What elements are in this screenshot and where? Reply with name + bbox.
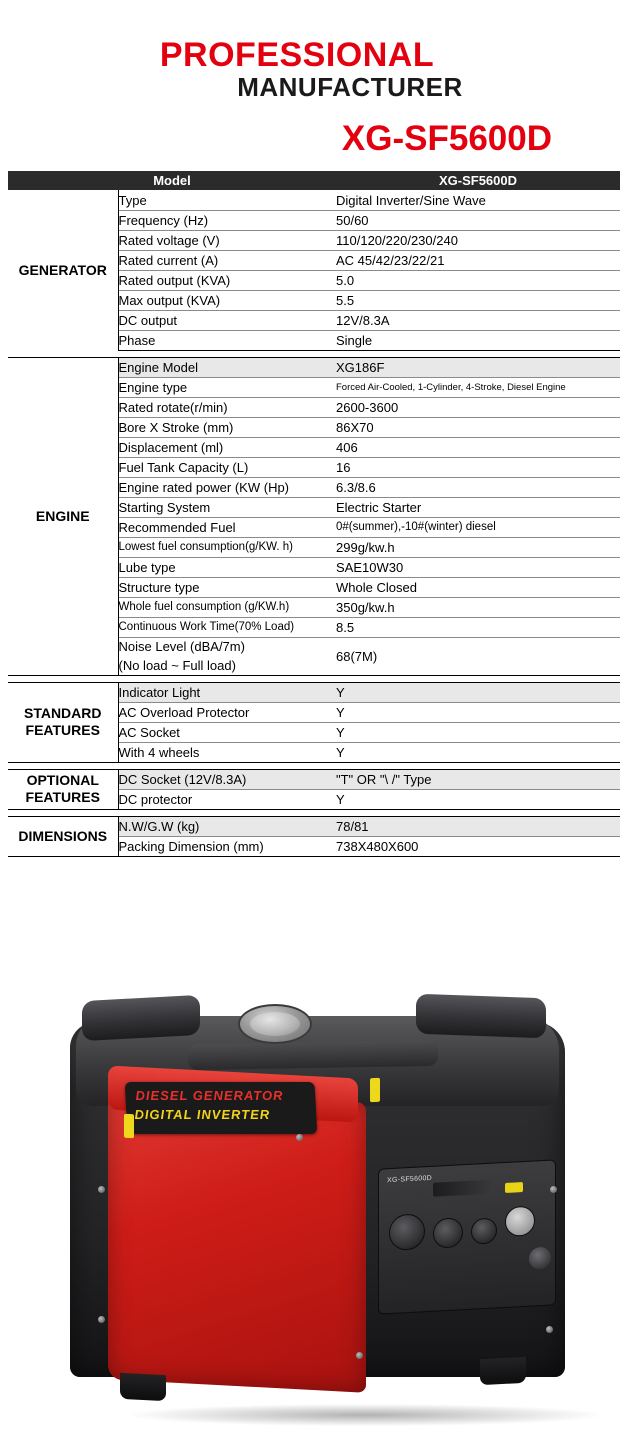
bolt — [98, 1186, 105, 1193]
row-value: 110/120/220/230/240 — [336, 230, 620, 250]
table-row — [8, 357, 620, 377]
bolt — [546, 1326, 553, 1333]
decal-line-diesel-generator: DIESEL GENERATOR — [135, 1087, 284, 1103]
row-label: AC Overload Protector — [118, 702, 336, 722]
row-label: N.W/G.W (kg) — [118, 816, 336, 836]
row-label: Engine Model — [118, 357, 336, 377]
bolt — [98, 1316, 105, 1323]
ground-shadow — [130, 1404, 600, 1426]
bolt — [296, 1134, 303, 1141]
indicator-strip — [433, 1180, 495, 1197]
row-label: AC Socket — [118, 722, 336, 742]
row-value: Y — [336, 742, 620, 762]
yellow-latch-right — [370, 1078, 380, 1103]
row-value: XG186F — [336, 357, 620, 377]
brand-line-professional: PROFESSIONAL — [159, 36, 435, 74]
row-value: Digital Inverter/Sine Wave — [336, 190, 620, 210]
row-value: 12V/8.3A — [336, 310, 620, 330]
row-label: Packing Dimension (mm) — [118, 836, 336, 856]
row-value: Y — [336, 682, 620, 702]
row-value: 299g/kw.h — [336, 537, 620, 557]
row-value: 350g/kw.h — [336, 597, 620, 617]
row-label: Continuous Work Time(70% Load) — [118, 617, 336, 637]
support-leg-left — [120, 1373, 166, 1401]
row-label: Lube type — [118, 557, 336, 577]
row-label: DC Socket (12V/8.3A) — [118, 769, 336, 789]
table-row — [8, 816, 620, 836]
row-value: 78/81 — [336, 816, 620, 836]
group-label-standard-features: STANDARD FEATURES — [8, 682, 118, 762]
carry-handle-center — [188, 1040, 438, 1070]
ignition-switch — [505, 1205, 535, 1237]
row-value: SAE10W30 — [336, 557, 620, 577]
row-label: DC protector — [118, 789, 336, 809]
row-label: Noise Level (dBA/7m) — [118, 639, 245, 655]
row-label: With 4 wheels — [118, 742, 336, 762]
row-value: 6.3/8.6 — [336, 477, 620, 497]
row-value: Electric Starter — [336, 497, 620, 517]
section-gap — [8, 350, 620, 357]
section-gap — [8, 809, 620, 816]
control-panel-model-label: XG-SF5600D — [387, 1174, 433, 1185]
row-label: Engine type — [118, 377, 336, 397]
row-label: Phase — [118, 330, 336, 350]
specification-table — [8, 171, 620, 857]
row-value: Y — [336, 789, 620, 809]
row-label: Whole fuel consumption (g/KW.h) — [118, 597, 336, 617]
table-row — [8, 682, 620, 702]
row-label: Rated current (A) — [118, 250, 336, 270]
carry-handle-left — [82, 995, 200, 1041]
table-row — [8, 769, 620, 789]
page-title-model: XG-SF5600D — [341, 119, 552, 159]
fuel-cap-inner — [250, 1012, 300, 1036]
warning-sticker — [505, 1182, 523, 1193]
row-value: 738X480X600 — [336, 836, 620, 856]
row-value: 5.0 — [336, 270, 620, 290]
row-value: 0#(summer),-10#(winter) diesel — [336, 517, 620, 537]
row-value: 2600-3600 — [336, 397, 620, 417]
product-decal — [125, 1082, 317, 1134]
row-value: 8.5 — [336, 617, 620, 637]
table-header-row — [8, 171, 620, 190]
row-label: Indicator Light — [118, 682, 336, 702]
row-label: Starting System — [118, 497, 336, 517]
row-label: Max output (KVA) — [118, 290, 336, 310]
row-label: Displacement (ml) — [118, 437, 336, 457]
group-label-dimensions: DIMENSIONS — [8, 816, 118, 856]
row-value: Single — [336, 330, 620, 350]
row-label: Fuel Tank Capacity (L) — [118, 457, 336, 477]
bolt — [550, 1186, 557, 1193]
brand-line-manufacturer: MANUFACTURER — [237, 72, 463, 102]
section-gap — [8, 762, 620, 769]
row-value: 50/60 — [336, 210, 620, 230]
row-value: 86X70 — [336, 417, 620, 437]
red-side-panel — [108, 1089, 366, 1393]
ac-socket-1 — [389, 1213, 425, 1251]
row-label: Rated output (KVA) — [118, 270, 336, 290]
row-label: Rated rotate(r/min) — [118, 397, 336, 417]
ac-socket-2 — [433, 1217, 463, 1249]
header-cell-model: Model — [8, 171, 336, 190]
header-cell-model-value: XG-SF5600D — [336, 171, 620, 190]
table-row — [8, 190, 620, 210]
control-panel — [378, 1159, 556, 1314]
row-label: Bore X Stroke (mm) — [118, 417, 336, 437]
row-value: 5.5 — [336, 290, 620, 310]
row-label: DC output — [118, 310, 336, 330]
row-value: "T" OR "\ /" Type — [336, 769, 620, 789]
carry-handle-right — [416, 994, 546, 1039]
row-label: Engine rated power (KW (Hp) — [118, 477, 336, 497]
yellow-latch-left — [124, 1114, 134, 1139]
row-value: 16 — [336, 457, 620, 477]
row-value: Y — [336, 702, 620, 722]
row-label: Structure type — [118, 577, 336, 597]
group-label-generator: GENERATOR — [8, 190, 118, 350]
dc-socket — [471, 1217, 497, 1244]
row-label: Frequency (Hz) — [118, 210, 336, 230]
section-gap — [8, 675, 620, 682]
row-value: Forced Air-Cooled, 1-Cylinder, 4-Stroke, Diesel Engine — [336, 377, 620, 397]
page-header — [0, 0, 628, 159]
row-label: Recommended Fuel — [118, 517, 336, 537]
row-value: Y — [336, 722, 620, 742]
row-label: Lowest fuel consumption(g/KW. h) — [118, 537, 336, 557]
generator-illustration — [60, 986, 580, 1386]
group-label-optional-features: OPTIONAL FEATURES — [8, 769, 118, 809]
decal-line-digital-inverter: DIGITAL INVERTER — [134, 1106, 271, 1123]
row-value: 406 — [336, 437, 620, 457]
row-value: Whole Closed — [336, 577, 620, 597]
row-label: Type — [118, 190, 336, 210]
specification-table-wrapper — [8, 171, 620, 857]
support-leg-right — [480, 1357, 526, 1385]
group-label-engine: ENGINE — [8, 357, 118, 675]
row-value: 68(7M) — [336, 637, 620, 675]
row-value: AC 45/42/23/22/21 — [336, 250, 620, 270]
row-label-secondary: (No load ~ Full load) — [118, 655, 336, 675]
bolt — [356, 1352, 363, 1359]
control-knob — [529, 1247, 551, 1270]
row-label: Rated voltage (V) — [118, 230, 336, 250]
product-photo — [0, 946, 628, 1434]
